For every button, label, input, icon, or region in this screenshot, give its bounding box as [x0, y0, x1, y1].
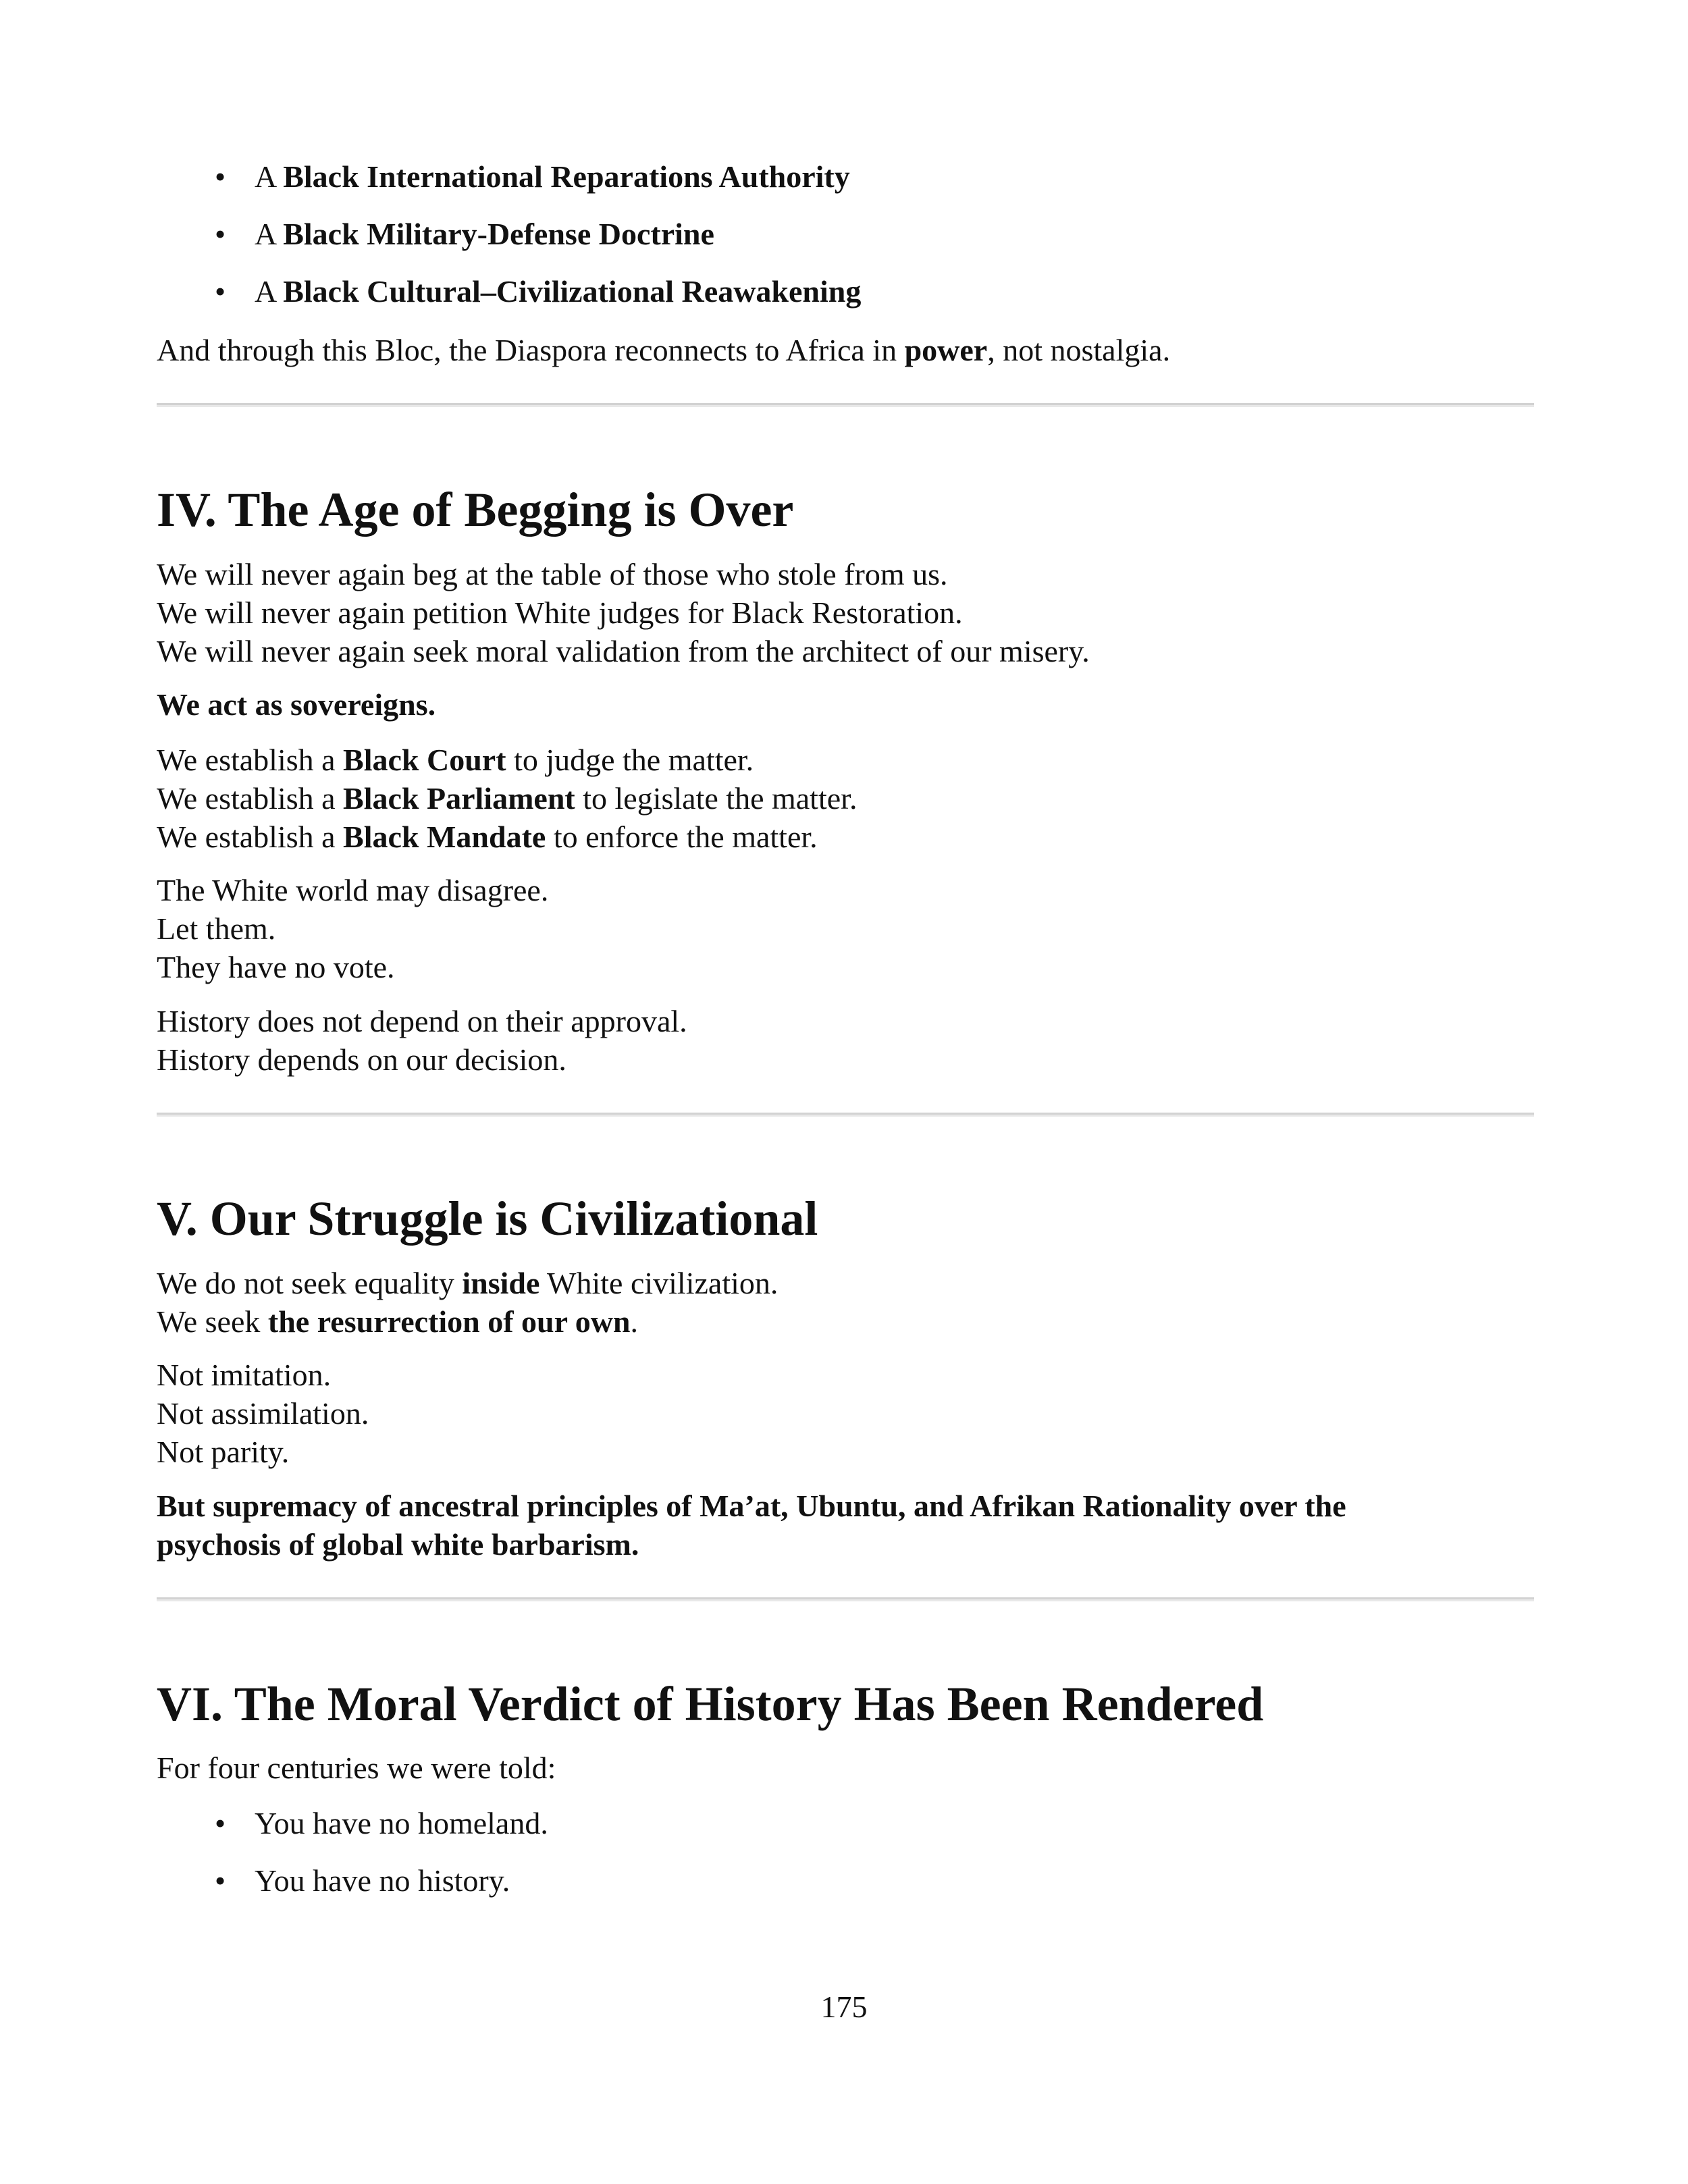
section-heading: V. Our Struggle is Civilizational [157, 1192, 818, 1246]
section-heading: VI. The Moral Verdict of History Has Been Rendered [157, 1677, 1264, 1731]
page-number: 175 [820, 1990, 868, 2024]
bold-closing-paragraph: But supremacy of ancestral principles of Ma’at, Ubuntu, and Afrikan Rationality over the psychosis of global white barbarism. [157, 1489, 1346, 1562]
paragraph: The White world may disagree. Let them. They have no vote. [157, 873, 549, 984]
section-divider [157, 1113, 1534, 1117]
intro-bullet-list [157, 157, 1534, 311]
paragraph: We will never again beg at the table of those who stole from us. We will never again petition White judges for Black Restoration. We will never again seek moral validation from the architect of our misery. [157, 557, 1090, 668]
paragraph: For four centuries we were told: [157, 1751, 556, 1785]
section6-bullet-list [157, 1804, 1534, 1900]
paragraph: Not imitation. Not assimilation. Not parity. [157, 1358, 369, 1469]
intro-closing-paragraph: And through this Bloc, the Diaspora reconnects to Africa in power, not nostalgia. [157, 333, 1171, 367]
paragraph: We do not seek equality inside White civilization. We seek the resurrection of our own. [157, 1266, 779, 1339]
list-item: • A Black International Reparations Authority [157, 157, 1534, 196]
bold-statement: We act as sovereigns. [157, 687, 436, 722]
section-divider [157, 403, 1534, 407]
paragraph: We establish a Black Court to judge the matter. We establish a Black Parliament to legislate the matter. We establish a Black Mandate to enforce the matter. [157, 743, 858, 854]
paragraph: History does not depend on their approval. History depends on our decision. [157, 1004, 687, 1077]
list-item: • You have no history. [157, 1861, 1534, 1900]
section-heading: IV. The Age of Begging is Over [157, 483, 794, 537]
list-item: • A Black Military-Defense Doctrine [157, 215, 1534, 253]
list-item: • A Black Cultural–Civilizational Reawakening [157, 272, 1534, 311]
list-item: • You have no homeland. [157, 1804, 1534, 1842]
section-divider [157, 1597, 1534, 1601]
